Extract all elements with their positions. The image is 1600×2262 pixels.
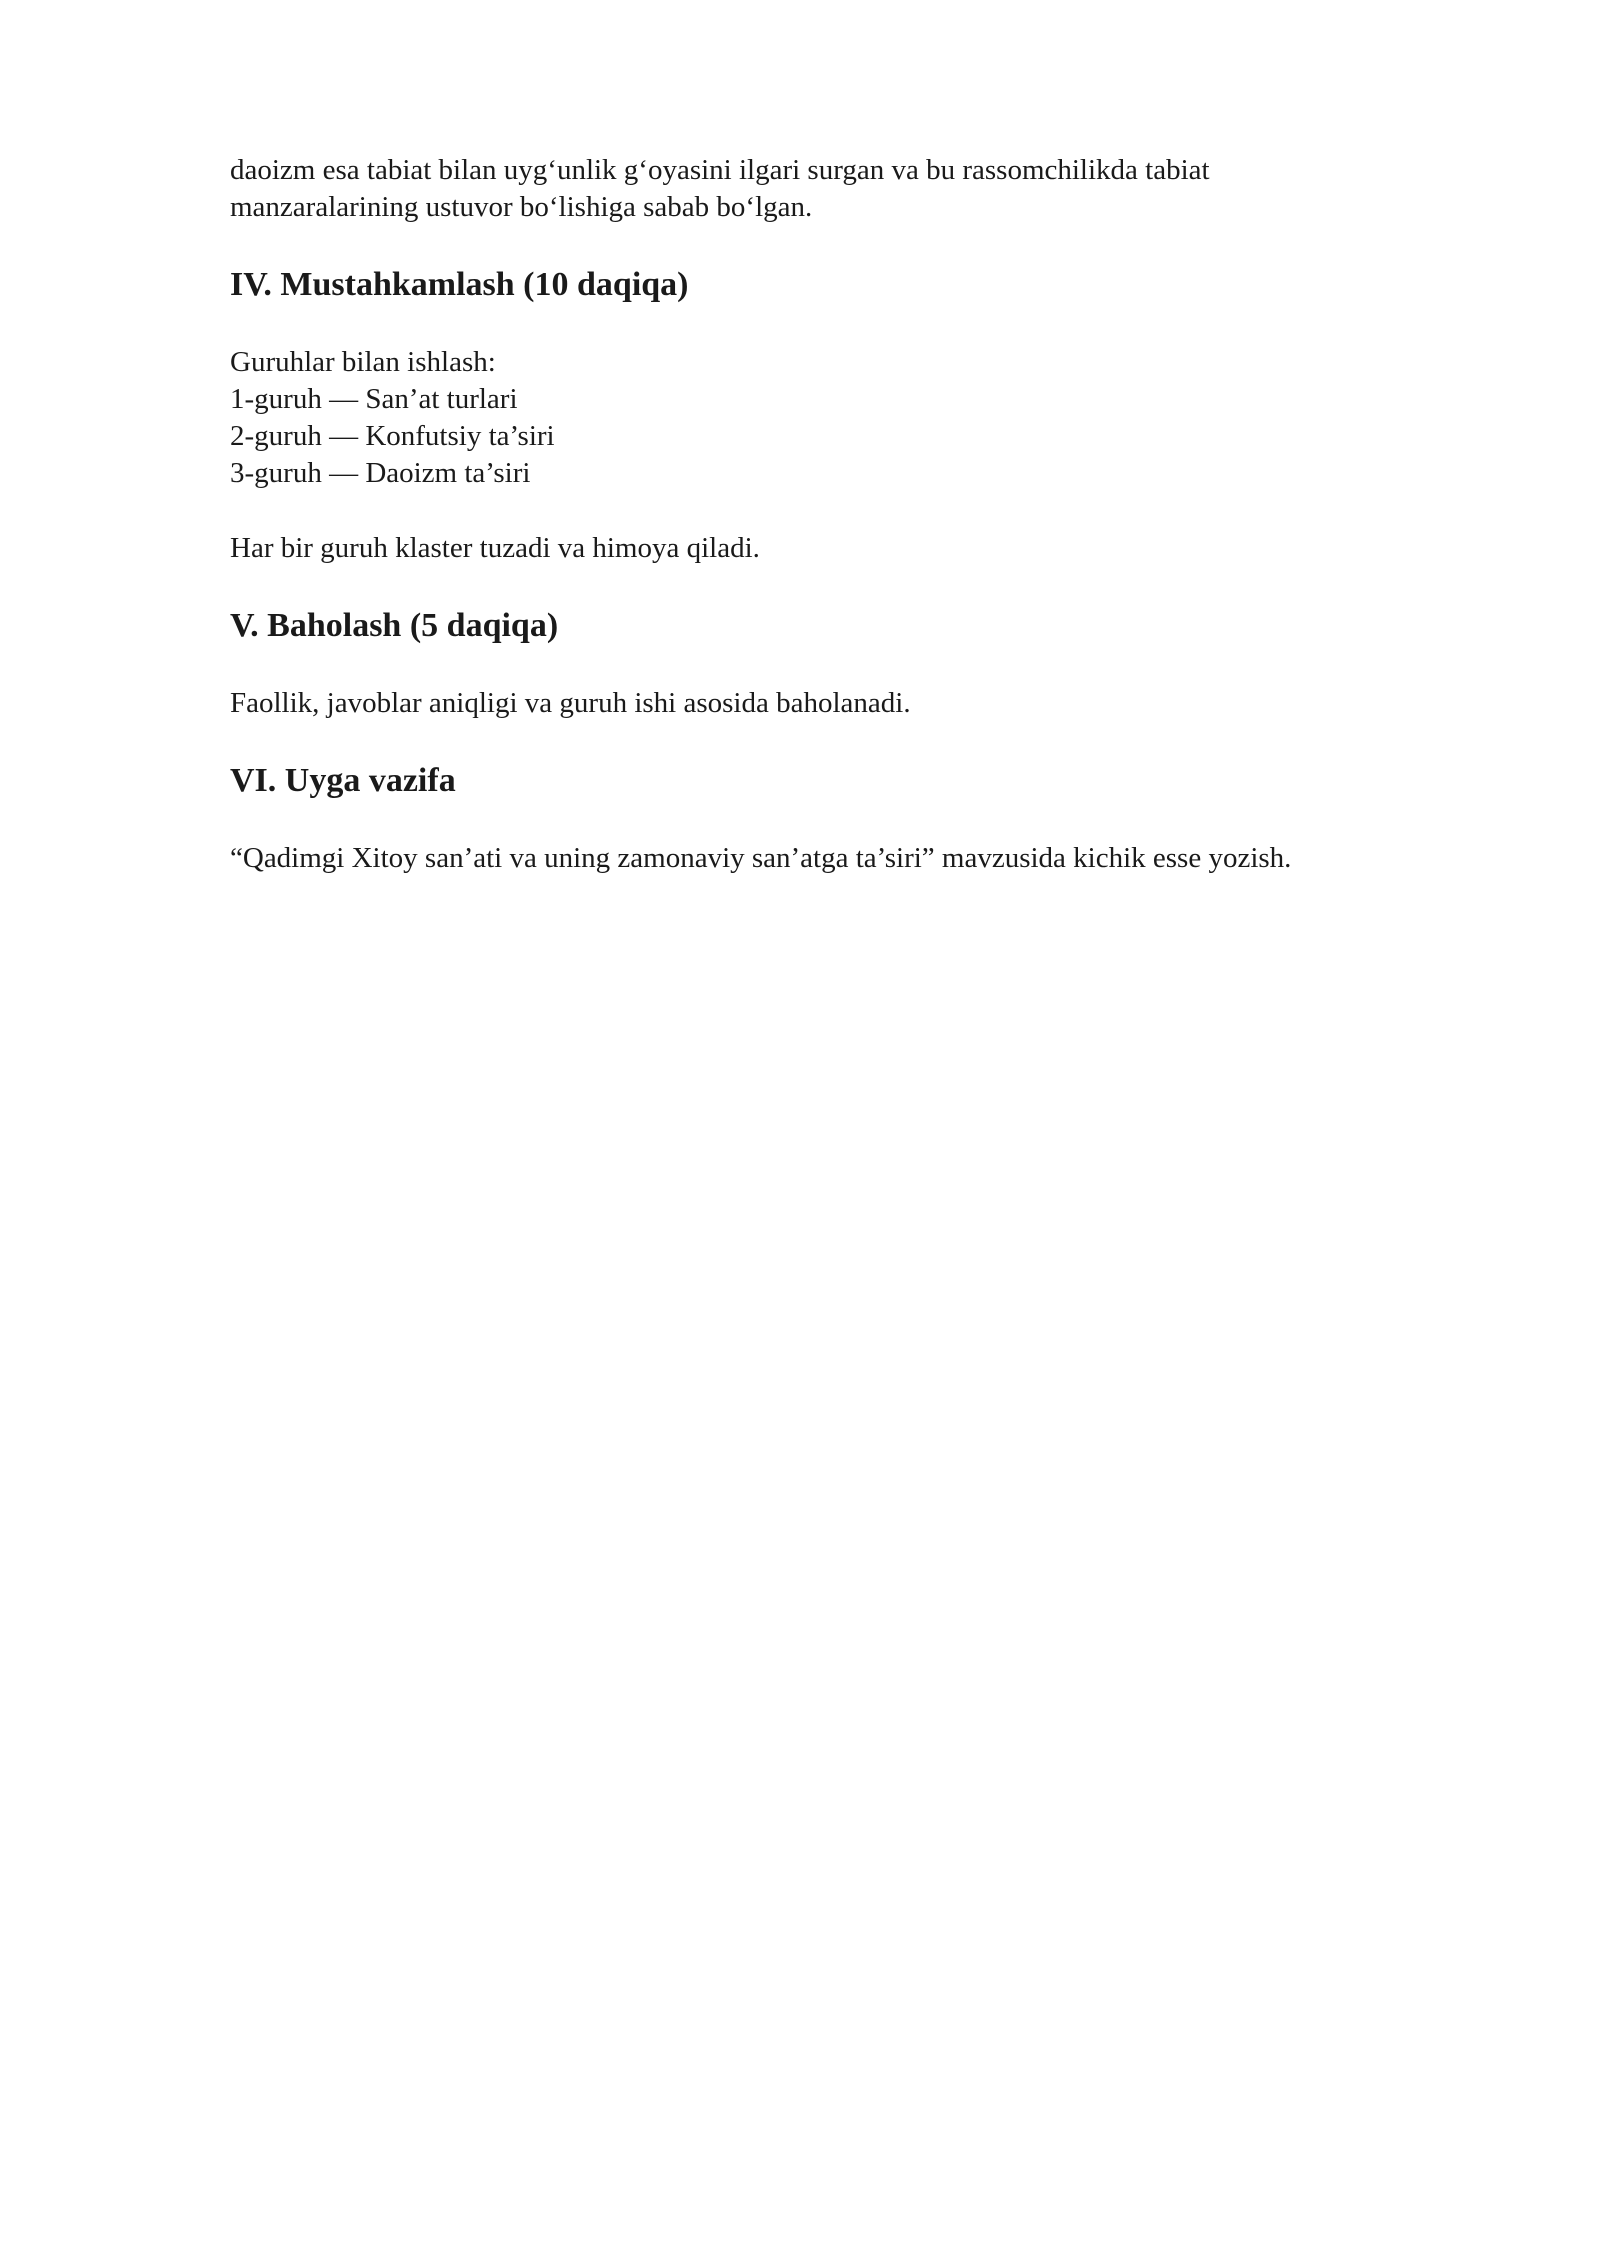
group-work-intro: Guruhlar bilan ishlash: [230,346,496,378]
intro-line-2: manzaralarining ustuvor bo‘lishiga sabab bo‘lgan. [230,191,813,223]
page-content [230,152,1470,877]
group-item-1: 1-guruh — San’at turlari [230,383,518,415]
section-heading-uyga-vazifa: VI. Uyga vazifa [230,762,456,799]
section-heading-baholash: V. Baholash (5 daqiqa) [230,607,559,644]
assessment-text: Faollik, javoblar aniqligi va guruh ishi asosida baholanadi. [230,687,911,719]
section-heading-mustahkamlash: IV. Mustahkamlash (10 daqiqa) [230,266,689,303]
intro-paragraph [230,152,1470,226]
group-work-block [230,344,1470,492]
group-item-2: 2-guruh — Konfutsiy ta’siri [230,420,555,452]
intro-line-1: daoizm esa tabiat bilan uyg‘unlik g‘oyasini ilgari surgan va bu rassomchilikda tabiat [230,154,1210,186]
group-closing-text: Har bir guruh klaster tuzadi va himoya qiladi. [230,532,760,564]
homework-text: “Qadimgi Xitoy san’ati va uning zamonaviy san’atga ta’siri” mavzusida kichik esse yozish. [230,842,1292,874]
group-item-3: 3-guruh — Daoizm ta’siri [230,457,531,489]
